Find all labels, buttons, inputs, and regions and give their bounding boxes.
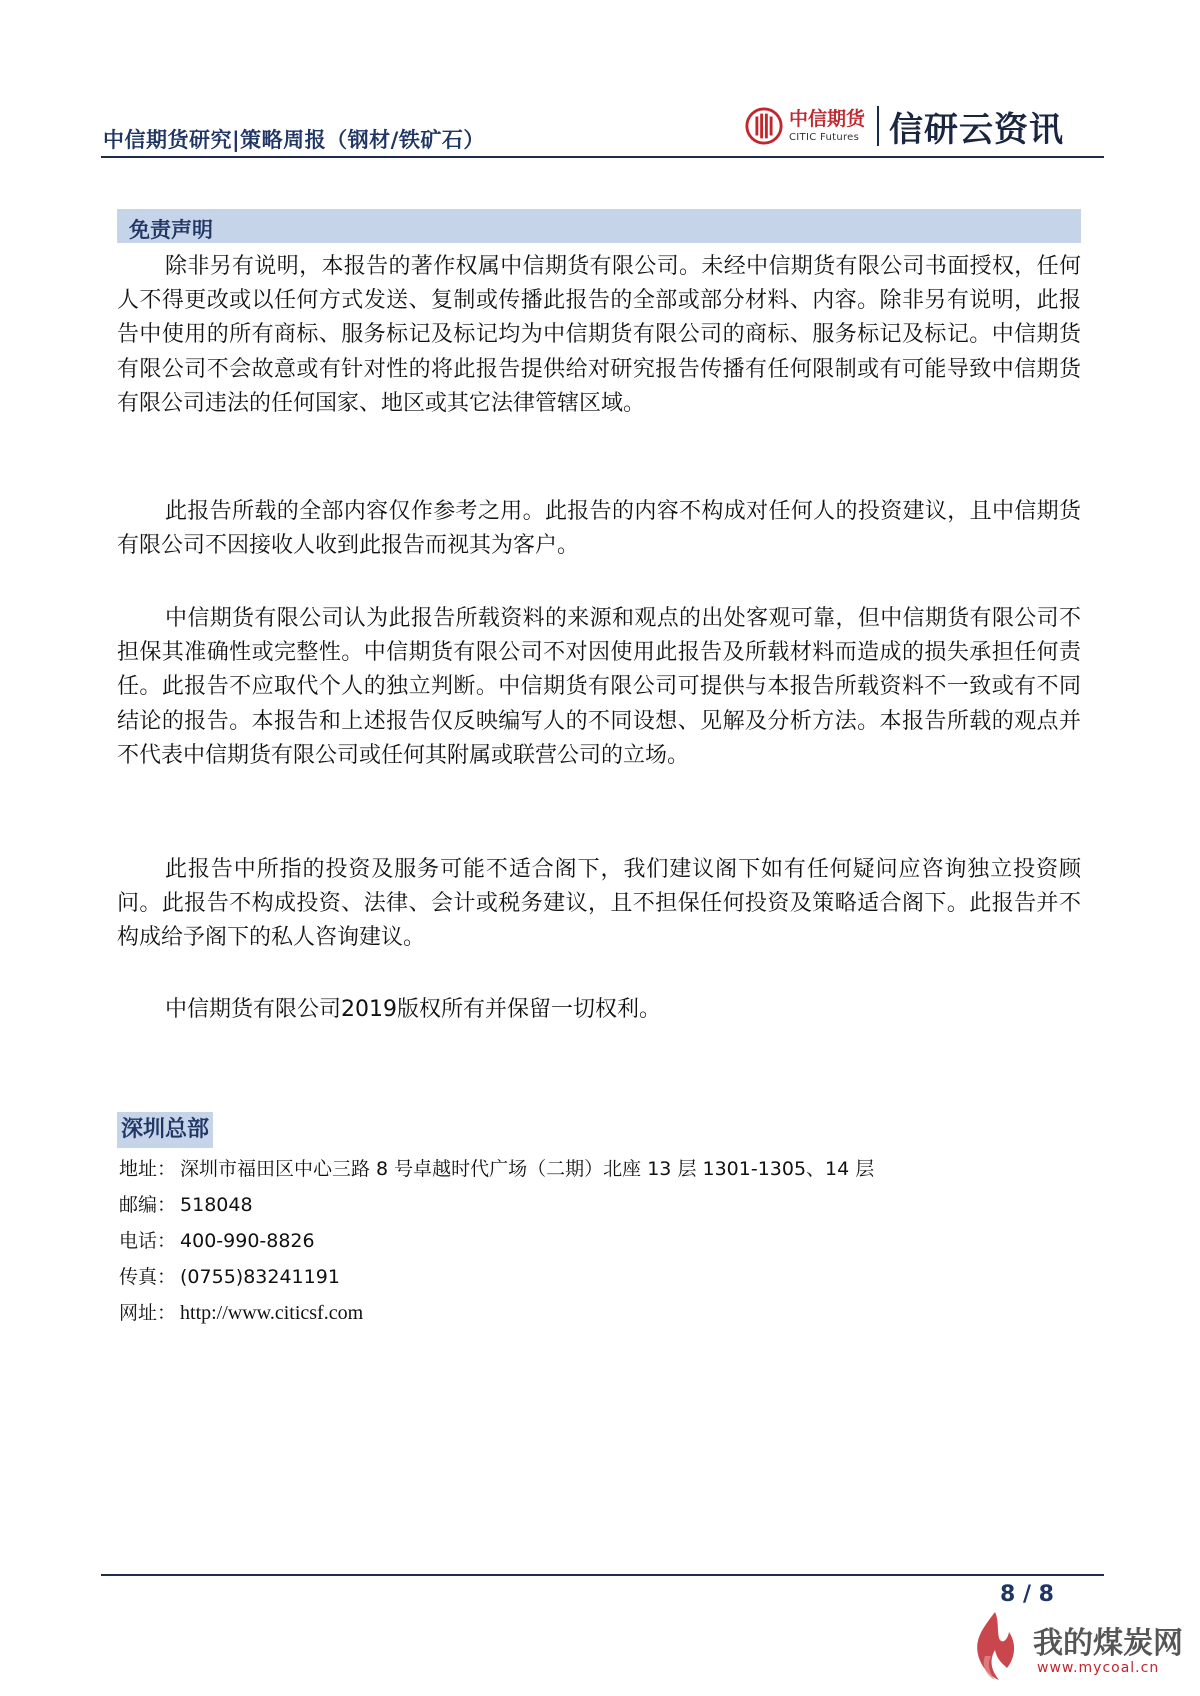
postcode-value: 518048	[180, 1194, 253, 1216]
page-number: 8 / 8	[1000, 1582, 1054, 1607]
postcode-label: 邮编：	[119, 1194, 177, 1216]
disclaimer-paragraph: 中信期货有限公司认为此报告所载资料的来源和观点的出处客观可靠，但中信期货有限公司不担保其准确性或完整性。中信期货有限公司不对因使用此报告及所载材料而造成的损失承担任何责任。此报告不应取代个人的独立判断。中信期货有限公司可提供与本报告所载资料不一致或有不同结论的报告。本报告和上述报告仅反映编写人的不同设想、见解及分析方法。本报告所载的观点并不代表中信期货有限公司或任何其附属或联营公司的立场。	[117, 606, 1081, 768]
address-label: 地址：	[119, 1158, 177, 1180]
flame-icon	[965, 1608, 1025, 1684]
contact-phone	[119, 1226, 315, 1253]
phone-value: 400-990-8826	[180, 1230, 315, 1252]
disclaimer-paragraph: 除非另有说明，本报告的著作权属中信期货有限公司。未经中信期货有限公司书面授权，任何人不得更改或以任何方式发送、复制或传播此报告的全部或部分材料、内容。除非另有说明，此报告中使用的所有商标、服务标记及标记均为中信期货有限公司的商标、服务标记及标记。中信期货有限公司不会故意或有针对性的将此报告提供给对研究报告传播有任何限制或有可能导致中信期货有限公司违法的任何国家、地区或其它法律管辖区域。	[117, 254, 1081, 416]
watermark-url: www.mycoal.cn	[1037, 1660, 1160, 1676]
site-watermark	[965, 1600, 1185, 1690]
contact-website	[119, 1298, 363, 1325]
report-header-title: 中信期货研究|策略周报（钢材/铁矿石）	[103, 128, 485, 152]
contact-postcode	[119, 1190, 253, 1217]
contact-fax	[119, 1262, 340, 1289]
brand-divider	[877, 106, 879, 146]
hq-heading: 深圳总部	[117, 1112, 213, 1148]
brand-name-en: CITIC Futures	[789, 131, 860, 143]
phone-label: 电话：	[119, 1230, 177, 1252]
brand-name-cn: 中信期货	[789, 107, 866, 130]
disclaimer-paragraph: 中信期货有限公司2019版权所有并保留一切权利。	[165, 997, 661, 1022]
website-label: 网址：	[119, 1302, 177, 1324]
disclaimer-paragraph: 此报告所载的全部内容仅作参考之用。此报告的内容不构成对任何人的投资建议，且中信期货有限公司不因接收人收到此报告而视其为客户。	[117, 499, 1081, 559]
header-divider	[101, 156, 1104, 158]
website-link[interactable]: http://www.citicsf.com	[180, 1302, 364, 1324]
footer-divider	[101, 1574, 1104, 1576]
brand-lockup	[745, 101, 1064, 151]
disclaimer-heading: 免责声明	[129, 218, 213, 242]
disclaimer-heading-bar	[117, 209, 1081, 243]
brand-product-name: 信研云资讯	[889, 109, 1065, 150]
address-value: 深圳市福田区中心三路 8 号卓越时代广场（二期）北座 13 层 1301-1305、14 层	[180, 1158, 875, 1180]
citic-logo-icon	[745, 107, 783, 145]
watermark-text: 我的煤炭网	[1033, 1626, 1183, 1661]
fax-label: 传真：	[119, 1266, 177, 1288]
contact-address	[119, 1154, 874, 1181]
fax-value: (0755)83241191	[180, 1266, 340, 1288]
disclaimer-paragraph: 此报告中所指的投资及服务可能不适合阁下，我们建议阁下如有任何疑问应咨询独立投资顾问。此报告不构成投资、法律、会计或税务建议，且不担保任何投资及策略适合阁下。此报告并不构成给予阁下的私人咨询建议。	[117, 857, 1081, 951]
